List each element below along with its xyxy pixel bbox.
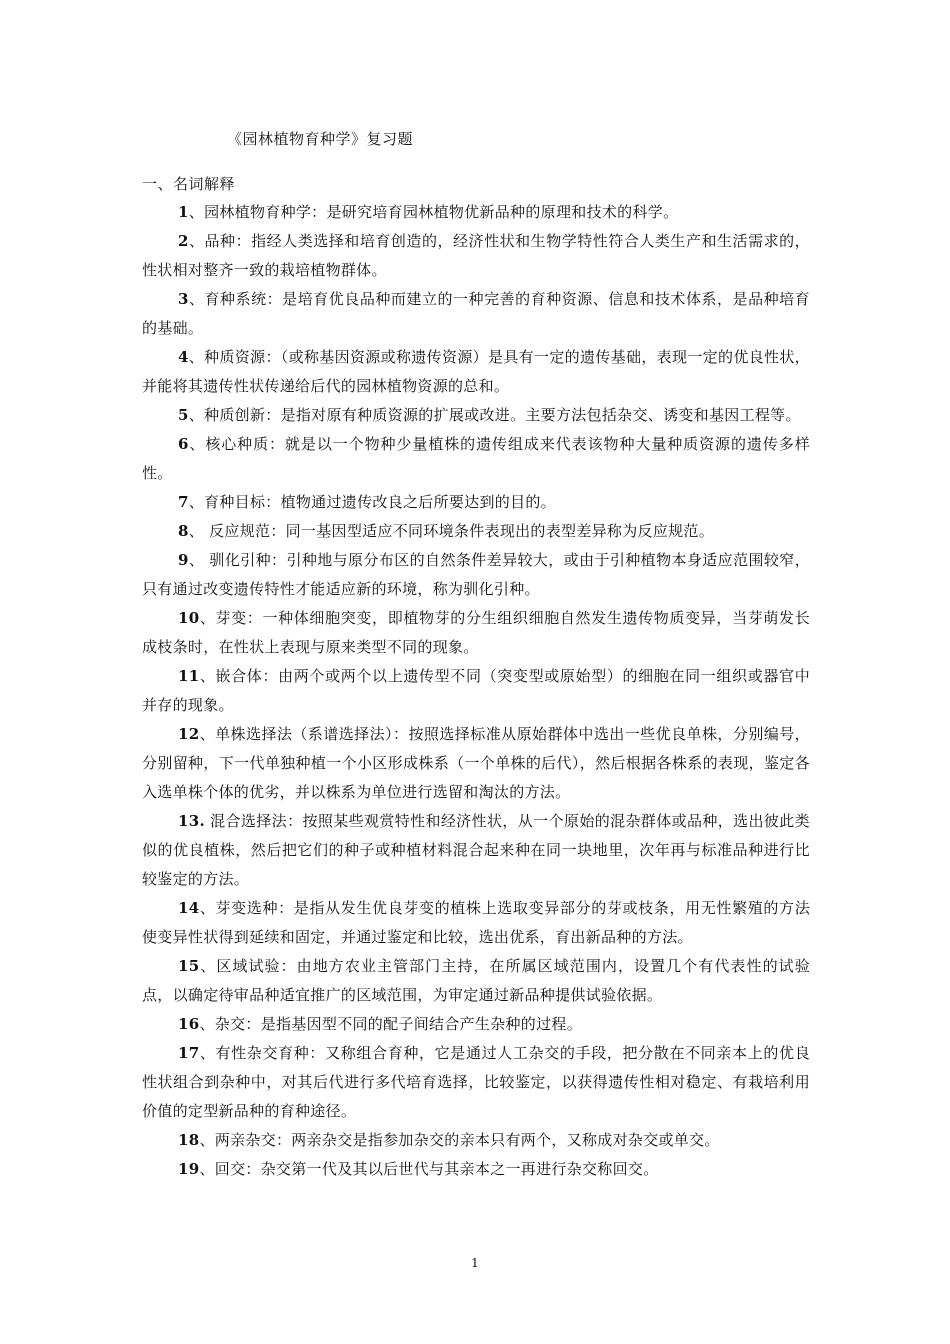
entry-number: 6 — [178, 435, 189, 453]
list-item — [142, 227, 810, 285]
entry-text: 有性杂交育种：又称组合育种，它是通过人工杂交的手段，把分散在不同亲本上的优良性状组合到杂种中，对其后代进行多代培育选择，比较鉴定，以获得遗传性相对稳定、有栽培利用价值的定型新品种的育种途径。 — [142, 1044, 810, 1120]
entry-number: 8 — [178, 522, 189, 540]
definitions-list — [142, 198, 810, 1184]
entry-number: 1 — [178, 203, 189, 221]
entry-separator: 、 — [188, 290, 205, 308]
entry-separator: 、 — [199, 1015, 215, 1033]
list-item — [142, 1155, 810, 1184]
entry-text: 核心种质：就是以一个物种少量植株的遗传组成来代表该物种大量种质资源的遗传多样性。 — [142, 435, 810, 482]
entry-number: 14 — [178, 899, 200, 917]
entry-number: 17 — [178, 1044, 200, 1062]
entry-separator: 、 — [199, 667, 216, 685]
entry-text: 混合选择法：按照某些观赏特性和经济性状，从一个原始的混杂群体或品种，选出彼此类似的优良植株，然后把它们的种子或种植材料混合起来种在同一块地里，次年再与标准品种进行比较鉴定的方法。 — [142, 812, 810, 888]
entry-text: 反应规范：同一基因型适应不同环境条件表现出的表型差异称为反应规范。 — [204, 522, 715, 540]
entry-text: 育种系统：是培育优良品种而建立的一种完善的育种资源、信息和技术体系，是品种培育的基础。 — [142, 290, 810, 337]
entry-separator: 、 — [188, 348, 205, 366]
entry-text: 区域试验：由地方农业主管部门主持，在所属区域范围内，设置几个有代表性的试验点，以确定待审品种适宜推广的区域范围，为审定通过新品种提供试验依据。 — [142, 957, 810, 1004]
entry-number: 4 — [178, 348, 189, 366]
entry-number: 9 — [178, 551, 189, 569]
list-item — [142, 198, 810, 227]
entry-number: 13. — [178, 812, 205, 830]
entry-number: 2 — [178, 232, 189, 250]
entry-text: 回交：杂交第一代及其以后世代与其亲本之一再进行杂交称回交。 — [214, 1160, 659, 1178]
list-item — [142, 517, 810, 546]
entry-separator: 、 — [199, 725, 216, 743]
entry-text: 芽变选种：是指从发生优良芽变的植株上选取变异部分的芽或枝条，用无性繁殖的方法使变异性状得到延续和固定，并通过鉴定和比较，选出优系，育出新品种的方法。 — [142, 899, 810, 946]
entry-number: 16 — [178, 1015, 200, 1033]
entry-separator: 、 — [188, 435, 206, 453]
list-item — [142, 430, 810, 488]
list-item — [142, 401, 810, 430]
list-item — [142, 1010, 810, 1039]
list-item — [142, 720, 810, 807]
entry-number: 11 — [178, 667, 200, 685]
entry-text: 芽变：一种体细胞突变，即植物芽的分生组织细胞自然发生遗传物质变异，当芽萌发长成枝条时，在性状上表现与原来类型不同的现象。 — [142, 609, 810, 656]
entry-separator: 、 — [199, 957, 217, 975]
entry-text: 两亲杂交：两亲杂交是指参加杂交的亲本只有两个，又称成对杂交或单交。 — [214, 1131, 720, 1149]
entry-text: 嵌合体：由两个或两个以上遗传型不同（突变型或原始型）的细胞在同一组织或器官中并存的现象。 — [142, 667, 810, 714]
entry-text: 杂交：是指基因型不同的配子间结合产生杂种的过程。 — [214, 1015, 582, 1033]
list-item — [142, 546, 810, 604]
list-item — [142, 1126, 810, 1155]
entry-text: 种质资源：（或称基因资源或称遗传资源）是具有一定的遗传基础，表现一定的优良性状，并能将其遗传性状传递给后代的园林植物资源的总和。 — [142, 348, 810, 395]
list-item — [142, 488, 810, 517]
list-item — [142, 894, 810, 952]
entry-separator: 、 — [199, 899, 216, 917]
list-item — [142, 1039, 810, 1126]
entry-separator: 、 — [188, 522, 205, 540]
entry-separator: 、 — [199, 609, 216, 627]
entry-number: 3 — [178, 290, 189, 308]
list-item — [142, 285, 810, 343]
entry-number: 5 — [178, 406, 189, 424]
entry-separator: 、 — [188, 406, 205, 424]
entry-text: 种质创新：是指对原有种质资源的扩展或改进。主要方法包括杂交、诱变和基因工程等。 — [204, 406, 801, 424]
document-title: 《园林植物育种学》复习题 — [227, 130, 414, 148]
entry-text: 品种：指经人类选择和培育创造的，经济性状和生物学特性符合人类生产和生活需求的，性状相对整齐一致的栽培植物群体。 — [142, 232, 810, 279]
entry-number: 19 — [178, 1160, 200, 1178]
entry-number: 7 — [178, 493, 189, 511]
entry-separator: 、 — [188, 203, 205, 221]
entry-text: 园林植物育种学：是研究培育园林植物优新品种的原理和技术的科学。 — [204, 203, 679, 221]
entry-text: 单株选择法（系谱选择法）：按照选择标准从原始群体中选出一些优良单株，分别编号，分别留种，下一代单独种植一个小区形成株系（一个单株的后代），然后根据各株系的表现，鉴定各入选单株个体的优劣，并以株系为单位进行选留和淘汰的方法。 — [142, 725, 810, 801]
list-item — [142, 604, 810, 662]
entry-separator: 、 — [188, 232, 205, 250]
entry-separator: 、 — [199, 1131, 215, 1149]
entry-number: 10 — [178, 609, 200, 627]
entry-text: 育种目标：植物通过遗传改良之后所要达到的目的。 — [204, 493, 556, 511]
entry-separator: 、 — [199, 1160, 215, 1178]
entry-separator: 、 — [188, 493, 205, 511]
section-heading: 一、名词解释 — [142, 175, 236, 193]
entry-number: 15 — [178, 957, 200, 975]
entry-separator: 、 — [199, 1044, 216, 1062]
entry-separator: 、 — [188, 551, 205, 569]
list-item — [142, 343, 810, 401]
entry-text: 驯化引种：引种地与原分布区的自然条件差异较大，或由于引种植物本身适应范围较窄，只有通过改变遗传特性才能适应新的环境，称为驯化引种。 — [142, 551, 810, 598]
list-item — [142, 662, 810, 720]
list-item — [142, 807, 810, 894]
entry-number: 18 — [178, 1131, 200, 1149]
list-item — [142, 952, 810, 1010]
entry-number: 12 — [178, 725, 200, 743]
page-number: 1 — [471, 1256, 479, 1270]
